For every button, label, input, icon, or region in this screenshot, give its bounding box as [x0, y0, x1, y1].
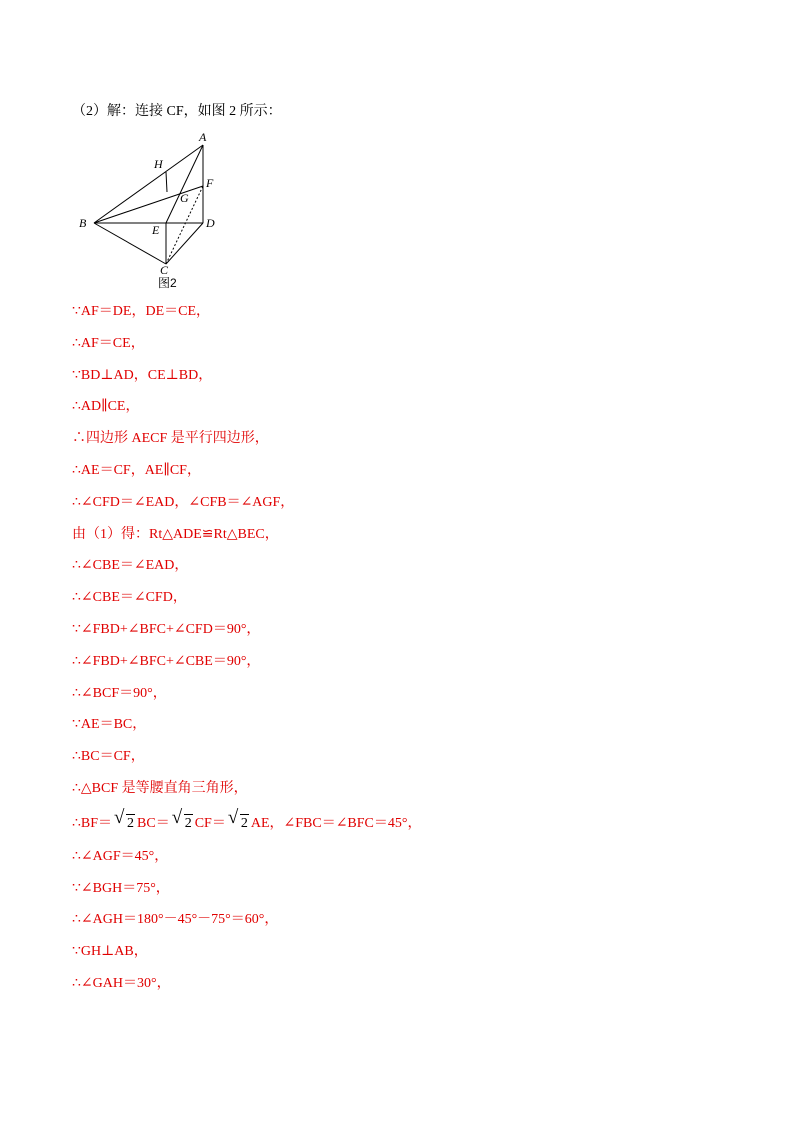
step-line: 由（1）得：Rt△ADE≌Rt△BEC， [72, 526, 279, 542]
step-line: ∴BC＝CF， [72, 749, 145, 765]
step-line: ∵AF＝DE，DE＝CE， [72, 304, 211, 319]
step-line: ∵∠FBD+∠BFC+∠CFD＝90°， [72, 621, 261, 637]
label-F: F [206, 176, 214, 190]
sqrt-radicand: 2 [240, 815, 248, 831]
step-line: ∴∠BCF＝90°， [72, 685, 167, 701]
step-line: ∵AE＝BC， [72, 717, 147, 733]
label-C: C [160, 263, 169, 277]
segment-AE [166, 145, 203, 223]
sqrt-2-symbol: √ 2 [114, 806, 135, 831]
step-line: ∴∠GAH＝30°， [72, 975, 171, 991]
figure-2-diagram [72, 126, 232, 294]
segment-DC [166, 223, 203, 264]
step-line: ∴∠FBD+∠BFC+∠CBE＝90°， [72, 653, 261, 669]
step-line: ∴∠AGH＝180°－45°－75°＝60°， [72, 912, 279, 928]
sqrt-line-part2: BC＝ [137, 815, 170, 831]
sqrt-line-part1: ∴BF＝ [72, 815, 113, 831]
sqrt-radicand: 2 [127, 815, 135, 831]
step-line: ∴四边形 AECF 是平行四边形， [72, 431, 269, 447]
step-line: ∴AD∥CE， [72, 399, 140, 415]
solution-steps [72, 301, 422, 1005]
solution-intro: （2）解：连接 CF，如图 2 所示： [72, 104, 282, 119]
step-line: ∴∠AGF＝45°， [72, 848, 169, 864]
figure-caption: 图2 [158, 276, 177, 290]
step-line: ∴∠CBE＝∠CFD， [72, 590, 187, 606]
sqrt-line-part3: CF＝ [194, 815, 226, 831]
step-line: ∵∠BGH＝75°， [72, 880, 170, 896]
sqrt-step-line [72, 806, 422, 846]
step-line: ∵BD⊥AD，CE⊥BD， [72, 367, 213, 383]
sqrt-2-symbol: √ 2 [171, 806, 192, 831]
segment-BA [94, 145, 203, 223]
geometry-figure [72, 126, 232, 294]
step-line: ∴∠CFD＝∠EAD，∠CFB＝∠AGF， [72, 494, 295, 510]
label-G: G [180, 191, 189, 205]
step-line: ∴△BCF 是等腰直角三角形， [72, 780, 248, 796]
segment-GH [166, 172, 167, 192]
step-line: ∴AF＝CE， [72, 335, 145, 351]
step-line: ∴AE＝CF，AE∥CF， [72, 462, 201, 478]
sqrt-2-symbol: √ 2 [227, 806, 248, 831]
sqrt-radicand: 2 [184, 815, 192, 831]
step-line: ∵GH⊥AB， [72, 944, 148, 960]
label-E: E [152, 223, 160, 237]
label-A: A [199, 130, 207, 144]
step-line: ∴∠CBE＝∠EAD， [72, 558, 189, 574]
label-B: B [79, 216, 87, 230]
label-D: D [206, 216, 215, 230]
sqrt-line-part4: AE，∠FBC＝∠BFC＝45°， [250, 815, 422, 831]
label-H: H [154, 157, 163, 171]
